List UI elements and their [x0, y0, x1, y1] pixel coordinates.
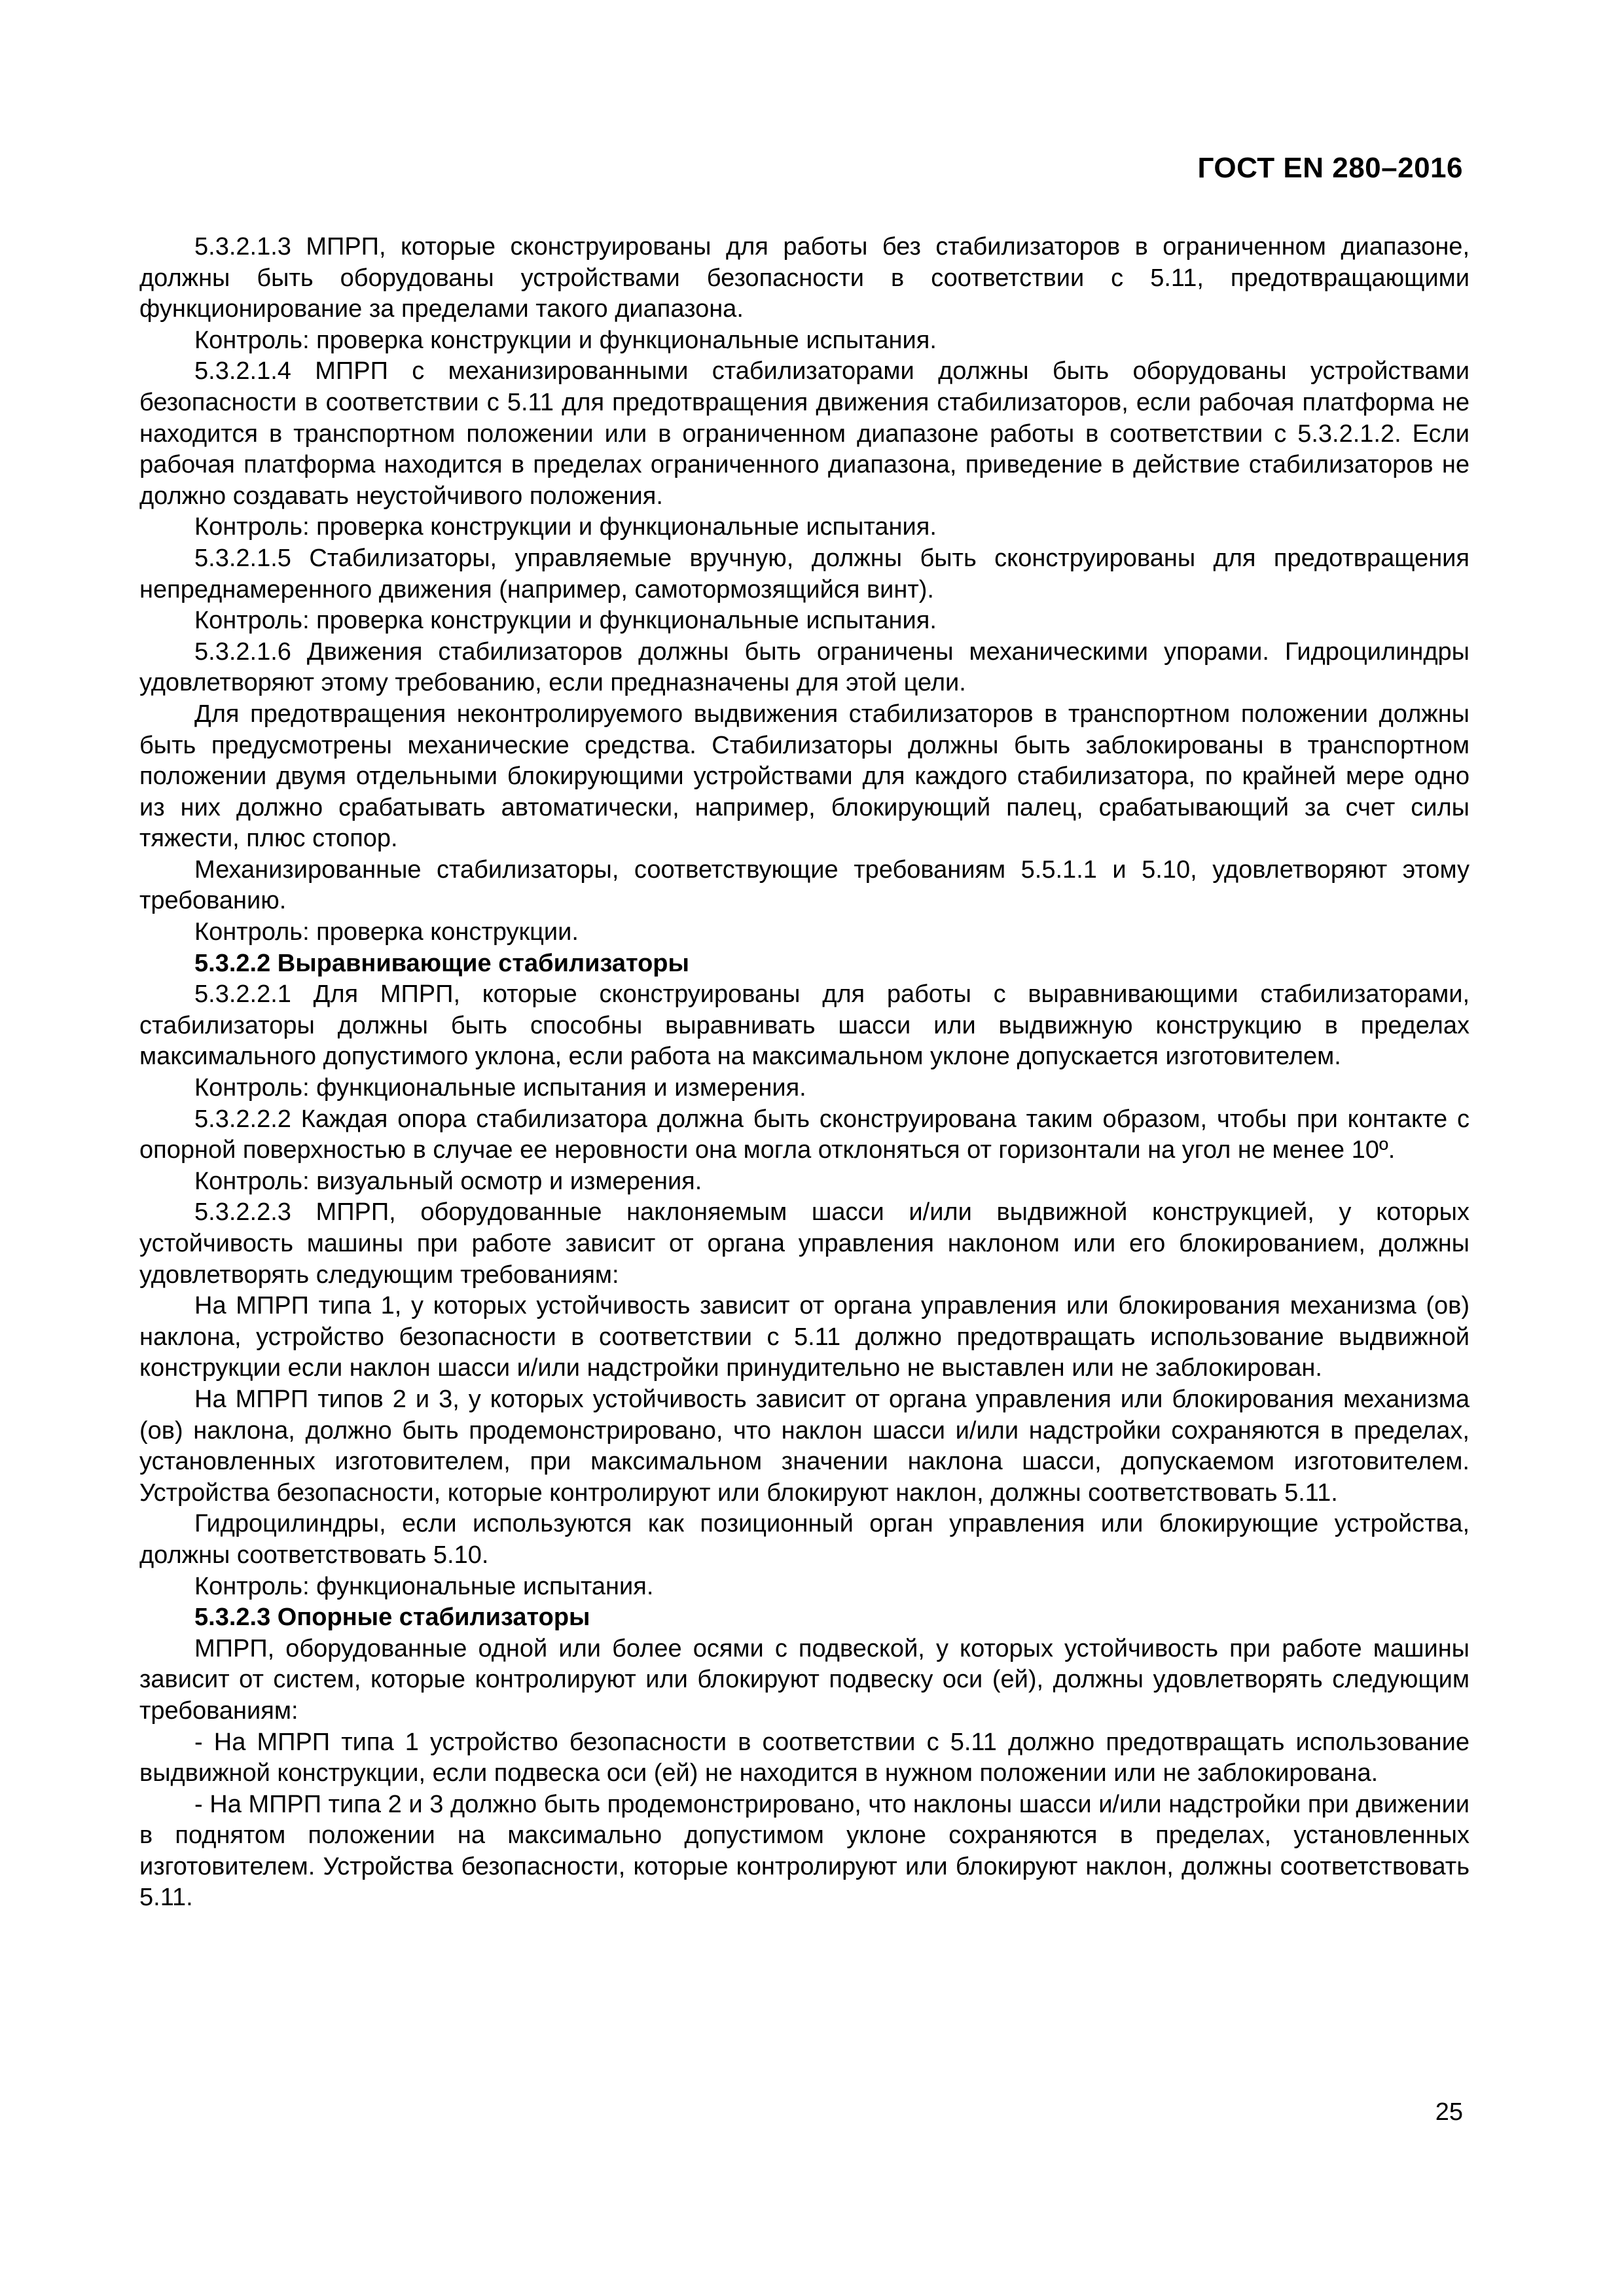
paragraph: На МПРП типов 2 и 3, у которых устойчивость зависит от органа управления или блокирования механизма (ов) наклона, должно быть продемонстрировано, что наклон шасси и/или надстройки сохраняются в пределах, установленных изготовителем, при максимальном значении наклона шасси, допускаемом изготовителем. Устройства безопасности, которые контролируют или блокируют наклон, должны соответствовать 5.11. — [139, 1385, 1470, 1507]
paragraph: 5.3.2.1.6 Движения стабилизаторов должны быть ограничены механическими упорами. Гидроцилиндры удовлетворяют этому требованию, если предназначены для этой цели. — [139, 637, 1470, 697]
document-code-header: ГОСТ EN 280–2016 — [1197, 152, 1463, 184]
paragraph: Контроль: визуальный осмотр и измерения. — [194, 1167, 702, 1195]
page-number: 25 — [1435, 2098, 1463, 2126]
paragraph: 5.3.2.2.3 МПРП, оборудованные наклоняемым шасси и/или выдвижной конструкцией, у которых устойчивость машины при работе зависит от органа управления наклоном или его блокированием, должны удовлетворять следующим требованиям: — [139, 1198, 1470, 1289]
paragraph: 5.3.2.2.2 Каждая опора стабилизатора должна быть сконструирована таким образом, чтобы при контакте с опорной поверхностью в случае ее неровности она могла отклоняться от горизонтали на угол не менее 10º. — [139, 1105, 1470, 1164]
paragraph: 5.3.2.1.3 МПРП, которые сконструированы для работы без стабилизаторов в ограниченном диапазоне, должны быть оборудованы устройствами безопасности в соответствии с 5.11, предотвращающими функционирование за пределами такого диапазона. — [139, 233, 1470, 323]
paragraph: Механизированные стабилизаторы, соответствующие требованиям 5.5.1.1 и 5.10, удовлетворяют этому требованию. — [139, 855, 1470, 915]
paragraph: МПРП, оборудованные одной или более осями с подвеской, у которых устойчивость при работе машины зависит от систем, которые контролируют или блокируют подвеску оси (ей), должны удовлетворять следующим требованиям: — [139, 1634, 1470, 1725]
paragraph: Контроль: проверка конструкции и функциональные испытания. — [194, 607, 937, 635]
paragraph: Контроль: проверка конструкции и функциональные испытания. — [194, 326, 937, 354]
paragraph: Контроль: функциональные испытания. — [194, 1572, 654, 1600]
section-heading: 5.3.2.2 Выравнивающие стабилизаторы — [194, 949, 689, 977]
paragraph: 5.3.2.1.4 МПРП с механизированными стабилизаторами должны быть оборудованы устройствами безопасности в соответствии с 5.11 для предотвращения движения стабилизаторов, если рабочая платформа не находится в транспортном положении или в ограниченном диапазоне работы в соответствии с 5.3.2.1.2. Если рабочая платформа находится в пределах ограниченного диапазона, приведение в действие стабилизаторов не должно создавать неустойчивого положения. — [139, 357, 1470, 510]
page-content — [139, 232, 1470, 1914]
paragraph: Контроль: функциональные испытания и измерения. — [194, 1074, 806, 1102]
paragraph: - На МПРП типа 2 и 3 должно быть продемонстрировано, что наклоны шасси и/или надстройки при движении в поднятом положении на максимально допустимом уклоне сохраняются в пределах, установленных изготовителем. Устройства безопасности, которые контролируют или блокируют наклон, должны соответствовать 5.11. — [139, 1790, 1470, 1912]
paragraph: Контроль: проверка конструкции и функциональные испытания. — [194, 513, 937, 541]
paragraph: На МПРП типа 1, у которых устойчивость зависит от органа управления или блокирования механизма (ов) наклона, устройство безопасности в соответствии с 5.11 должно предотвращать использование выдвижной конструкции если наклон шасси и/или надстройки принудительно не выставлен или не заблокирован. — [139, 1292, 1470, 1382]
section-heading: 5.3.2.3 Опорные стабилизаторы — [194, 1604, 590, 1632]
paragraph: Контроль: проверка конструкции. — [194, 918, 579, 946]
paragraph: Гидроцилиндры, если используются как позиционный орган управления или блокирующие устройства, должны соответствовать 5.10. — [139, 1510, 1470, 1569]
paragraph: 5.3.2.1.5 Стабилизаторы, управляемые вручную, должны быть сконструированы для предотвращения непреднамеренного движения (например, самотормозящийся винт). — [139, 544, 1470, 603]
paragraph: Для предотвращения неконтролируемого выдвижения стабилизаторов в транспортном положении должны быть предусмотрены механические средства. Стабилизаторы должны быть заблокированы в транспортном положении двумя отдельными блокирующими устройствами для каждого стабилизатора, по крайней мере одно из них должно срабатывать автоматически, например, блокирующий палец, срабатывающий за счет силы тяжести, плюс стопор. — [139, 700, 1470, 853]
paragraph: 5.3.2.2.1 Для МПРП, которые сконструированы для работы с выравнивающими стабилизаторами, стабилизаторы должны быть способны выравнивать шасси или выдвижную конструкцию в пределах максимального допустимого уклона, если работа на максимальном уклоне допускается изготовителем. — [139, 980, 1470, 1071]
paragraph: - На МПРП типа 1 устройство безопасности в соответствии с 5.11 должно предотвращать использование выдвижной конструкции, если подвеска оси (ей) не находится в нужном положении или не заблокирована. — [139, 1728, 1470, 1787]
